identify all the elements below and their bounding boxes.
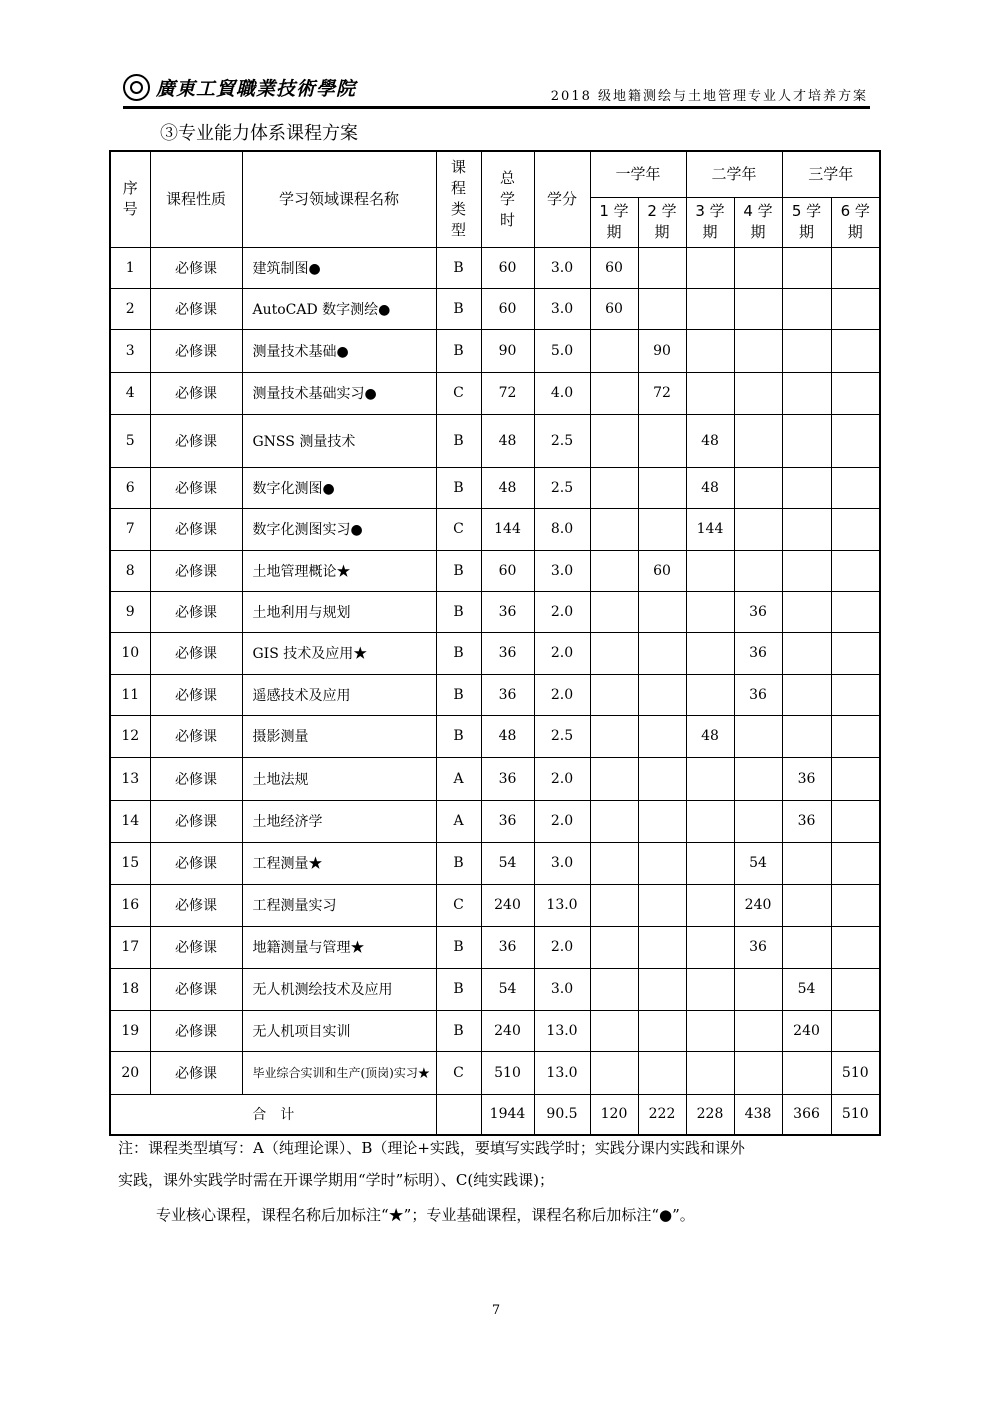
row-nature: 必修课: [150, 288, 242, 329]
row-type: C: [436, 508, 481, 550]
table-row: [110, 1051, 880, 1094]
header-seq: 序号: [110, 151, 150, 247]
course-table: [109, 150, 881, 1136]
row-sem5: 36: [782, 757, 831, 800]
row-sem3: [686, 1010, 734, 1051]
row-nature: 必修课: [150, 715, 242, 757]
row-sem3: [686, 968, 734, 1010]
row-seq: 20: [110, 1051, 150, 1094]
row-seq: 8: [110, 550, 150, 591]
table-row: [110, 674, 880, 715]
row-nature: 必修课: [150, 1010, 242, 1051]
row-type: B: [436, 632, 481, 674]
row-type: B: [436, 550, 481, 591]
row-sem2: [638, 926, 686, 968]
row-credits: 2.5: [534, 467, 590, 508]
row-sem4: [734, 715, 782, 757]
row-nature: 必修课: [150, 842, 242, 884]
row-course-name: 遥感技术及应用: [242, 674, 436, 715]
table-row: [110, 329, 880, 372]
row-sem2: 72: [638, 372, 686, 414]
row-sem1: [590, 674, 638, 715]
row-sem4: [734, 550, 782, 591]
row-sem6: [831, 288, 880, 329]
row-sem6: [831, 632, 880, 674]
row-credits: 2.0: [534, 632, 590, 674]
row-sem1: [590, 329, 638, 372]
row-course-name: 土地经济学: [242, 800, 436, 842]
row-sem6: [831, 591, 880, 632]
total-sem1: 120: [590, 1094, 638, 1135]
row-seq: 10: [110, 632, 150, 674]
row-type: A: [436, 757, 481, 800]
row-sem1: [590, 632, 638, 674]
header-course-name: 学习领域课程名称: [242, 151, 436, 247]
table-row: [110, 372, 880, 414]
row-hours: 60: [481, 288, 534, 329]
row-sem1: [590, 508, 638, 550]
row-sem4: 36: [734, 632, 782, 674]
row-sem5: [782, 884, 831, 926]
course-rows: [110, 247, 880, 1094]
row-sem3: [686, 800, 734, 842]
total-type: [436, 1094, 481, 1135]
row-course-name: 地籍测量与管理★: [242, 926, 436, 968]
row-sem5: [782, 467, 831, 508]
row-sem1: [590, 926, 638, 968]
row-credits: 3.0: [534, 842, 590, 884]
row-sem4: [734, 414, 782, 467]
row-sem2: [638, 508, 686, 550]
row-sem1: [590, 884, 638, 926]
row-sem1: [590, 1051, 638, 1094]
row-sem6: [831, 884, 880, 926]
table-row: [110, 414, 880, 467]
row-nature: 必修课: [150, 757, 242, 800]
total-sem5: 366: [782, 1094, 831, 1135]
row-sem5: 36: [782, 800, 831, 842]
row-sem3: 48: [686, 467, 734, 508]
header-year2: 二学年: [686, 151, 782, 197]
table-row: [110, 550, 880, 591]
school-name: 廣東工貿職業技術學院: [156, 77, 357, 100]
row-type: B: [436, 329, 481, 372]
row-nature: 必修课: [150, 674, 242, 715]
row-course-name: GIS 技术及应用★: [242, 632, 436, 674]
row-hours: 48: [481, 715, 534, 757]
row-sem6: [831, 674, 880, 715]
row-hours: 36: [481, 632, 534, 674]
row-hours: 48: [481, 414, 534, 467]
row-seq: 17: [110, 926, 150, 968]
document-title: 2018 级地籍测绘与土地管理专业人才培养方案: [550, 89, 868, 104]
row-course-name: AutoCAD 数字测绘●: [242, 288, 436, 329]
row-sem4: 54: [734, 842, 782, 884]
row-sem3: [686, 288, 734, 329]
row-seq: 4: [110, 372, 150, 414]
row-sem6: [831, 926, 880, 968]
row-nature: 必修课: [150, 467, 242, 508]
row-course-name: 建筑制图●: [242, 247, 436, 288]
row-course-name: 无人机项目实训: [242, 1010, 436, 1051]
row-sem2: [638, 467, 686, 508]
row-course-name: 工程测量实习: [242, 884, 436, 926]
row-sem4: 36: [734, 926, 782, 968]
row-credits: 4.0: [534, 372, 590, 414]
row-nature: 必修课: [150, 550, 242, 591]
row-hours: 36: [481, 800, 534, 842]
total-row: [110, 1094, 880, 1135]
row-sem2: [638, 842, 686, 884]
row-sem6: [831, 329, 880, 372]
row-sem4: [734, 968, 782, 1010]
row-sem2: [638, 884, 686, 926]
row-sem6: [831, 1010, 880, 1051]
row-course-name: GNSS 测量技术: [242, 414, 436, 467]
row-nature: 必修课: [150, 968, 242, 1010]
row-course-name: 工程测量★: [242, 842, 436, 884]
table-row: [110, 508, 880, 550]
row-nature: 必修课: [150, 508, 242, 550]
row-sem5: 54: [782, 968, 831, 1010]
row-sem6: [831, 550, 880, 591]
row-type: B: [436, 926, 481, 968]
header-sem4: 4 学期: [734, 197, 782, 247]
row-sem3: 48: [686, 414, 734, 467]
header-total-hours: 总学时: [481, 151, 534, 247]
row-credits: 5.0: [534, 329, 590, 372]
row-sem1: [590, 800, 638, 842]
table-row: [110, 926, 880, 968]
row-sem5: [782, 842, 831, 884]
page-header: [123, 70, 870, 109]
row-sem2: [638, 674, 686, 715]
school-emblem-icon: [123, 74, 150, 101]
header-credits: 学分: [534, 151, 590, 247]
row-sem5: [782, 926, 831, 968]
row-sem3: [686, 247, 734, 288]
row-sem2: [638, 968, 686, 1010]
row-sem5: [782, 715, 831, 757]
row-type: B: [436, 968, 481, 1010]
row-sem3: [686, 550, 734, 591]
row-type: C: [436, 1051, 481, 1094]
row-course-name: 摄影测量: [242, 715, 436, 757]
row-sem1: 60: [590, 247, 638, 288]
row-sem6: [831, 968, 880, 1010]
row-sem4: [734, 1051, 782, 1094]
row-type: B: [436, 715, 481, 757]
row-seq: 11: [110, 674, 150, 715]
row-nature: 必修课: [150, 247, 242, 288]
row-type: B: [436, 467, 481, 508]
row-course-name: 测量技术基础实习●: [242, 372, 436, 414]
row-sem1: [590, 968, 638, 1010]
row-course-name: 数字化测图●: [242, 467, 436, 508]
row-sem1: [590, 550, 638, 591]
row-nature: 必修课: [150, 329, 242, 372]
row-sem5: [782, 550, 831, 591]
row-hours: 60: [481, 550, 534, 591]
table-row: [110, 968, 880, 1010]
row-hours: 36: [481, 757, 534, 800]
row-credits: 2.0: [534, 926, 590, 968]
row-sem4: 36: [734, 591, 782, 632]
row-sem6: [831, 757, 880, 800]
row-type: A: [436, 800, 481, 842]
row-sem3: [686, 674, 734, 715]
row-sem5: [782, 1051, 831, 1094]
school-logo: [123, 70, 356, 104]
row-sem2: [638, 800, 686, 842]
row-course-name: 无人机测绘技术及应用: [242, 968, 436, 1010]
row-sem3: [686, 757, 734, 800]
row-seq: 14: [110, 800, 150, 842]
row-sem2: [638, 715, 686, 757]
row-hours: 90: [481, 329, 534, 372]
row-type: B: [436, 247, 481, 288]
table-row: [110, 800, 880, 842]
row-sem1: [590, 1010, 638, 1051]
row-sem4: 240: [734, 884, 782, 926]
table-row: [110, 842, 880, 884]
row-nature: 必修课: [150, 926, 242, 968]
row-course-name: 测量技术基础●: [242, 329, 436, 372]
row-course-name: 土地利用与规划: [242, 591, 436, 632]
row-hours: 54: [481, 968, 534, 1010]
row-credits: 2.0: [534, 591, 590, 632]
row-seq: 1: [110, 247, 150, 288]
header-nature: 课程性质: [150, 151, 242, 247]
row-sem3: [686, 884, 734, 926]
row-hours: 510: [481, 1051, 534, 1094]
table-row: [110, 715, 880, 757]
row-seq: 16: [110, 884, 150, 926]
row-sem1: [590, 715, 638, 757]
row-sem5: [782, 247, 831, 288]
row-nature: 必修课: [150, 884, 242, 926]
row-hours: 54: [481, 842, 534, 884]
row-hours: 240: [481, 1010, 534, 1051]
row-sem1: [590, 757, 638, 800]
header-year3: 三学年: [782, 151, 880, 197]
note-line-3: 专业核心课程，课程名称后加标注“★”；专业基础课程，课程名称后加标注“●”。: [156, 1206, 695, 1224]
row-sem4: [734, 247, 782, 288]
row-sem4: [734, 467, 782, 508]
row-course-name: 数字化测图实习●: [242, 508, 436, 550]
row-credits: 13.0: [534, 1010, 590, 1051]
row-sem4: [734, 329, 782, 372]
row-sem3: [686, 1051, 734, 1094]
row-sem3: [686, 329, 734, 372]
table-row: [110, 591, 880, 632]
row-sem6: [831, 247, 880, 288]
row-credits: 3.0: [534, 550, 590, 591]
row-seq: 2: [110, 288, 150, 329]
row-sem2: [638, 1051, 686, 1094]
row-sem5: [782, 674, 831, 715]
row-sem2: [638, 632, 686, 674]
total-sem2: 222: [638, 1094, 686, 1135]
row-seq: 5: [110, 414, 150, 467]
row-sem4: [734, 288, 782, 329]
row-sem2: [638, 757, 686, 800]
header-sem1: 1 学期: [590, 197, 638, 247]
header-sem5: 5 学期: [782, 197, 831, 247]
table-row: [110, 757, 880, 800]
row-nature: 必修课: [150, 1051, 242, 1094]
row-type: B: [436, 414, 481, 467]
section-title: ③专业能力体系课程方案: [160, 123, 358, 144]
row-seq: 3: [110, 329, 150, 372]
row-credits: 2.0: [534, 674, 590, 715]
header-year1: 一学年: [590, 151, 686, 197]
row-sem6: [831, 414, 880, 467]
row-nature: 必修课: [150, 632, 242, 674]
row-course-name: 土地管理概论★: [242, 550, 436, 591]
row-sem3: 48: [686, 715, 734, 757]
row-sem4: [734, 372, 782, 414]
total-credits: 90.5: [534, 1094, 590, 1135]
row-sem2: [638, 1010, 686, 1051]
row-sem2: [638, 414, 686, 467]
table-row: [110, 288, 880, 329]
row-nature: 必修课: [150, 414, 242, 467]
row-sem3: [686, 632, 734, 674]
row-credits: 8.0: [534, 508, 590, 550]
row-sem5: [782, 288, 831, 329]
header-sem3: 3 学期: [686, 197, 734, 247]
row-sem3: [686, 842, 734, 884]
row-hours: 36: [481, 674, 534, 715]
row-hours: 60: [481, 247, 534, 288]
row-nature: 必修课: [150, 372, 242, 414]
table-row: [110, 632, 880, 674]
row-type: B: [436, 591, 481, 632]
row-sem5: [782, 414, 831, 467]
row-sem4: 36: [734, 674, 782, 715]
total-sem4: 438: [734, 1094, 782, 1135]
row-sem6: [831, 842, 880, 884]
row-type: B: [436, 674, 481, 715]
row-sem3: [686, 372, 734, 414]
header-sem2: 2 学期: [638, 197, 686, 247]
row-seq: 7: [110, 508, 150, 550]
row-credits: 3.0: [534, 247, 590, 288]
row-course-name: 毕业综合实训和生产(顶岗)实习★: [242, 1051, 436, 1094]
row-hours: 240: [481, 884, 534, 926]
row-hours: 36: [481, 926, 534, 968]
row-sem5: [782, 329, 831, 372]
row-course-name: 土地法规: [242, 757, 436, 800]
row-sem6: [831, 715, 880, 757]
row-credits: 3.0: [534, 968, 590, 1010]
row-credits: 2.5: [534, 414, 590, 467]
row-credits: 2.0: [534, 757, 590, 800]
row-hours: 144: [481, 508, 534, 550]
row-sem2: [638, 288, 686, 329]
table-row: [110, 884, 880, 926]
row-sem5: [782, 372, 831, 414]
row-credits: 2.0: [534, 800, 590, 842]
row-sem1: [590, 842, 638, 884]
row-sem1: [590, 372, 638, 414]
page-number: 7: [491, 1303, 501, 1318]
row-hours: 48: [481, 467, 534, 508]
row-hours: 36: [481, 591, 534, 632]
row-seq: 15: [110, 842, 150, 884]
row-type: C: [436, 884, 481, 926]
row-seq: 12: [110, 715, 150, 757]
row-credits: 3.0: [534, 288, 590, 329]
row-type: B: [436, 842, 481, 884]
row-seq: 9: [110, 591, 150, 632]
header-sem6: 6 学期: [831, 197, 880, 247]
row-sem5: [782, 591, 831, 632]
total-label: 合 计: [110, 1094, 436, 1135]
row-seq: 13: [110, 757, 150, 800]
row-sem2: [638, 247, 686, 288]
row-sem6: [831, 800, 880, 842]
row-sem2: 60: [638, 550, 686, 591]
total-sem3: 228: [686, 1094, 734, 1135]
row-sem2: 90: [638, 329, 686, 372]
table-row: [110, 467, 880, 508]
row-type: B: [436, 288, 481, 329]
total-sem6: 510: [831, 1094, 880, 1135]
row-sem4: [734, 508, 782, 550]
row-sem5: 240: [782, 1010, 831, 1051]
row-nature: 必修课: [150, 591, 242, 632]
row-sem3: [686, 591, 734, 632]
row-sem5: [782, 508, 831, 550]
table-row: [110, 1010, 880, 1051]
row-seq: 6: [110, 467, 150, 508]
row-sem3: [686, 926, 734, 968]
row-sem6: [831, 508, 880, 550]
row-sem6: [831, 467, 880, 508]
row-sem1: [590, 591, 638, 632]
row-seq: 19: [110, 1010, 150, 1051]
row-sem5: [782, 632, 831, 674]
row-sem6: [831, 372, 880, 414]
row-sem2: [638, 591, 686, 632]
row-credits: 2.5: [534, 715, 590, 757]
total-hours: 1944: [481, 1094, 534, 1135]
header-course-type: 课程类型: [436, 151, 481, 247]
row-type: B: [436, 1010, 481, 1051]
row-sem1: [590, 414, 638, 467]
row-hours: 72: [481, 372, 534, 414]
row-sem4: [734, 800, 782, 842]
row-sem1: [590, 467, 638, 508]
row-credits: 13.0: [534, 884, 590, 926]
table-row: [110, 247, 880, 288]
row-sem3: 144: [686, 508, 734, 550]
row-sem1: 60: [590, 288, 638, 329]
row-type: C: [436, 372, 481, 414]
row-seq: 18: [110, 968, 150, 1010]
note-line-1: 注：课程类型填写：A（纯理论课）、B（理论+实践，要填写实践学时；实践分课内实践和课外: [118, 1139, 745, 1157]
row-nature: 必修课: [150, 800, 242, 842]
note-line-2: 实践，课外实践学时需在开课学期用“学时”标明）、C(纯实践课)；: [118, 1171, 555, 1189]
row-sem6: 510: [831, 1051, 880, 1094]
row-sem4: [734, 1010, 782, 1051]
row-sem4: [734, 757, 782, 800]
row-credits: 13.0: [534, 1051, 590, 1094]
